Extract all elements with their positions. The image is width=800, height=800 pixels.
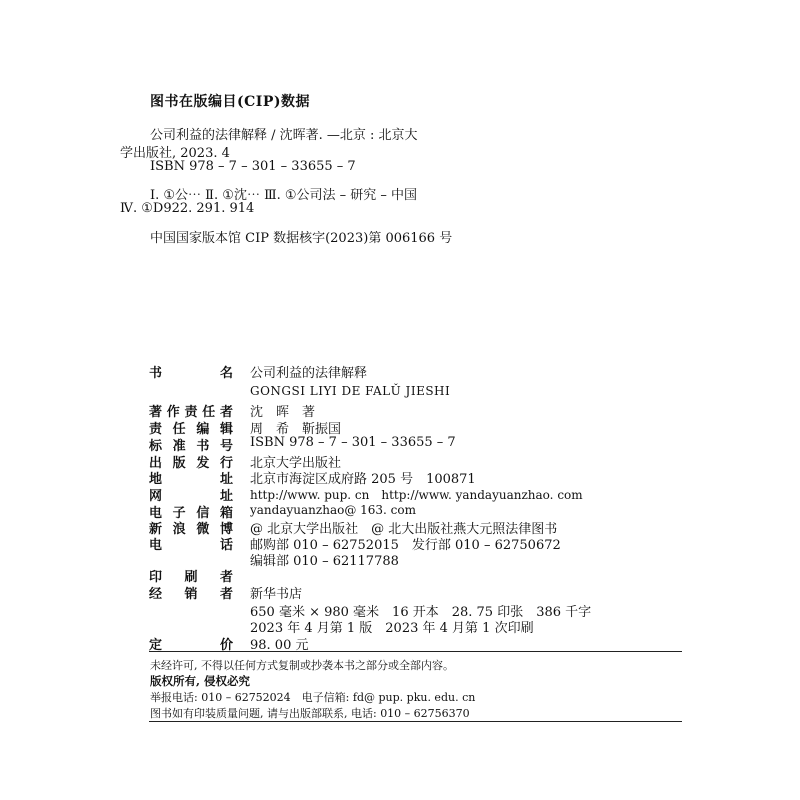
website-label: 网 址 bbox=[149, 489, 233, 504]
weibo-label: 新浪微博 bbox=[149, 522, 233, 537]
footer-bottom-divider bbox=[149, 721, 682, 722]
author-value: 沈 晖 著 bbox=[250, 405, 316, 420]
editor-label: 责任编辑 bbox=[149, 422, 233, 437]
edition-info: 2023 年 4 月第 1 版 2023 年 4 月第 1 次印刷 bbox=[250, 621, 534, 636]
editor-value: 周 希 靳振国 bbox=[250, 422, 342, 437]
phone-value-line-2: 编辑部 010 – 62117788 bbox=[250, 554, 399, 569]
book-title-value: 公司利益的法律解释 bbox=[250, 366, 368, 381]
footer-report-contact: 举报电话: 010 – 62752024 电子信箱: fd@ pup. pku. edu. cn bbox=[150, 691, 476, 704]
cip-record-number: 中国国家版本馆 CIP 数据核字(2023)第 006166 号 bbox=[150, 231, 453, 246]
email-value: yandayuanzhao@ 163. com bbox=[250, 503, 416, 517]
cip-description-line-2: 学出版社, 2023. 4 bbox=[120, 146, 230, 161]
phone-label: 电 话 bbox=[149, 538, 233, 553]
price-value: 98. 00 元 bbox=[250, 638, 309, 653]
footer-quality-contact: 图书如有印装质量问题, 请与出版部联系, 电话: 010 – 62756370 bbox=[150, 707, 470, 720]
cip-isbn: ISBN 978 – 7 – 301 – 33655 – 7 bbox=[150, 159, 356, 174]
price-label: 定 价 bbox=[149, 638, 233, 653]
email-label: 电子信箱 bbox=[149, 506, 233, 521]
cip-description-line-1: 公司利益的法律解释 / 沈晖著. —北京 : 北京大 bbox=[150, 128, 418, 143]
author-label: 著作责任者 bbox=[149, 405, 233, 420]
phone-value-line-1: 邮购部 010 – 62752015 发行部 010 – 62750672 bbox=[250, 538, 561, 553]
isbn-value: ISBN 978 – 7 – 301 – 33655 – 7 bbox=[250, 435, 456, 450]
publisher-label: 出版发行 bbox=[149, 456, 233, 471]
footer-copyright-notice: 未经许可, 不得以任何方式复制或抄袭本书之部分或全部内容。 bbox=[150, 659, 454, 672]
weibo-value: @ 北京大学出版社 @ 北大出版社燕大元照法律图书 bbox=[250, 522, 558, 537]
cip-subject-line-1: Ⅰ. ①公⋯ Ⅱ. ①沈⋯ Ⅲ. ①公司法 – 研究 – 中国 bbox=[150, 188, 418, 203]
cip-title: 图书在版编目(CIP)数据 bbox=[150, 94, 310, 110]
format-info: 650 毫米 × 980 毫米 16 开本 28. 75 印张 386 千字 bbox=[250, 605, 592, 620]
printer-label: 印 刷 者 bbox=[149, 570, 233, 585]
address-label: 地 址 bbox=[149, 472, 233, 487]
cip-subject-line-2: Ⅳ. ①D922. 291. 914 bbox=[120, 201, 255, 216]
website-value: http://www. pup. cn http://www. yandayuanzhao. com bbox=[250, 488, 583, 502]
address-value: 北京市海淀区成府路 205 号 100871 bbox=[250, 472, 476, 487]
book-title-pinyin: GONGSI LIYI DE FALǓ JIESHI bbox=[250, 384, 451, 398]
footer-rights-reserved: 版权所有, 侵权必究 bbox=[150, 674, 251, 688]
footer-divider bbox=[149, 651, 682, 652]
publisher-value: 北京大学出版社 bbox=[250, 456, 342, 471]
distributor-label: 经 销 者 bbox=[149, 587, 233, 602]
book-title-label: 书 名 bbox=[149, 366, 233, 381]
distributor-value: 新华书店 bbox=[250, 587, 303, 602]
isbn-label: 标准书号 bbox=[149, 439, 233, 454]
